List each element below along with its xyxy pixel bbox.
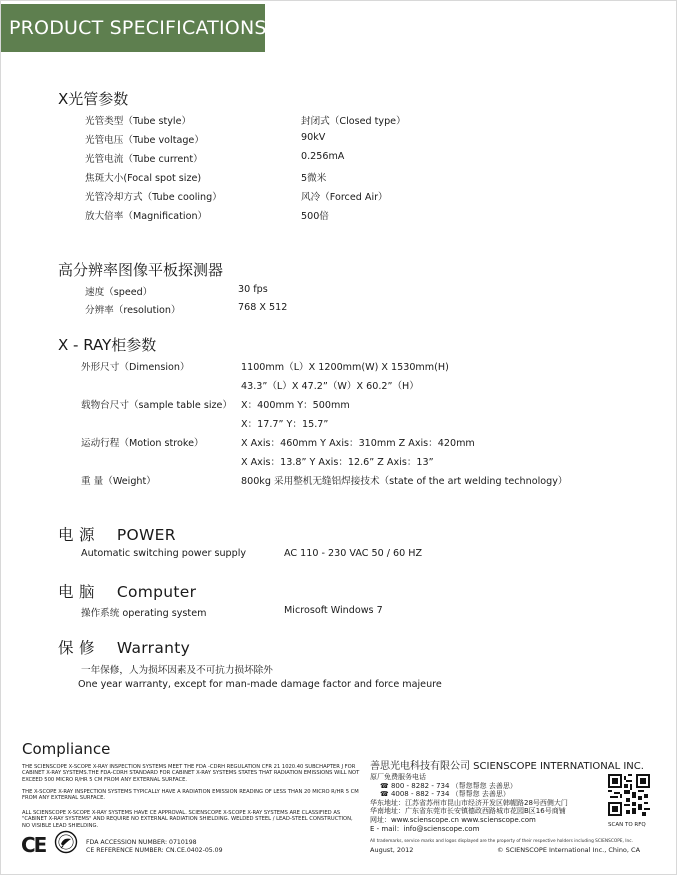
compliance-line: EXCEED 500 MICRO R/HR 5 CM FROM ANY EXTERNAL SURFACE.	[22, 776, 187, 783]
tube-row-value: 封闭式（Closed type）	[301, 116, 406, 127]
accession-numbers	[86, 839, 223, 855]
fda-accession-value: 0710198	[169, 839, 197, 846]
address-south: 华南地址：广东省东莞市长安镇德政西路城市花园B区16号商铺	[370, 807, 566, 816]
section-title-power	[58, 523, 176, 545]
issue-date: August, 2012	[370, 846, 414, 854]
power-value: AC 110 - 230 VAC 50 / 60 HZ	[284, 548, 423, 559]
fda-accession-label: FDA ACCESSION NUMBER:	[86, 839, 168, 846]
table-size-label: 载物台尺寸（sample table size）	[81, 400, 233, 411]
compliance-line: NO VISIBLE LEAD SHIELDING.	[22, 822, 99, 829]
detector-row-label: 分辨率（resolution）	[85, 305, 181, 316]
motion-stroke-label: 运动行程（Motion stroke）	[81, 438, 204, 449]
hotline-phone-2: ☎ 4008 - 882 - 734 （帮帮您 去善思）	[380, 790, 510, 799]
address-east: 华东地址：江苏省苏州市昆山市经济开发区韩幄路28号西侧大门	[370, 798, 568, 807]
hotline-phone-1: ☎ 800 - 8282 - 734 （帮您帮您 去善思）	[380, 781, 517, 790]
compliance-line: "CABINET X-RAY SYSTEMS" AND REQUIRE NO EXTERNAL RADIATION SHIELDING. WELDED STEEL / LEAD-STEEL CONSTRUCTION,	[22, 816, 353, 823]
compliance-line: ALL SCIENSCOPE X-SCOPE X-RAY SYSTEMS HAVE CE APPROVAL. SCIENSCOPE X-SCOPE X-RAY SYSTEMS ARE CLASSIFIED AS	[22, 810, 341, 816]
tube-row-value: 风冷（Forced Air）	[301, 192, 388, 203]
section-title-computer	[58, 580, 196, 602]
compliance-line: THE X-SCOPE X-RAY INSPECTION SYSTEMS TYPICALLY HAVE A RADIATION EMISSION READING OF LESS THAN 20 MICRO R/HR 5 CM	[22, 789, 359, 795]
warranty-line-en: One year warranty, except for man-made damage factor and force majeure	[78, 679, 442, 690]
warranty-line-cn: 一年保修，人为损坏因素及不可抗力损坏除外	[81, 665, 273, 676]
tube-row-label: 光管电压（Tube voltage）	[85, 135, 204, 146]
warranty-title-en: Warranty	[116, 639, 191, 657]
email-link[interactable]: E - mail：info@scienscope.com	[370, 824, 480, 833]
section-title-detector: 高分辨率图像平板探测器	[58, 261, 224, 279]
dimension-label: 外形尺寸（Dimension）	[81, 362, 190, 373]
copyright-note: © SCIENSCOPE International Inc., Chino, CA	[497, 846, 641, 854]
section-title-warranty	[58, 636, 190, 658]
detector-row-value: 30 fps	[238, 284, 268, 295]
tube-row-label: 放大倍率（Magnification）	[85, 211, 208, 222]
section-title-cabinet: X - RAY柜参数	[58, 336, 157, 354]
power-title-en: POWER	[116, 526, 176, 544]
detector-row-value: 768 X 512	[238, 302, 288, 313]
ce-reference-value: CN.CE.0402-05.09	[165, 847, 223, 854]
table-size-imperial: X：17.7” Y：15.7”	[241, 419, 329, 430]
tube-row-label: 焦斑大小(Focal spot size)	[85, 173, 202, 184]
qr-code[interactable]	[608, 774, 650, 816]
power-title-cn: 电 源	[58, 526, 95, 544]
hotline-label: 原厂免费服务电话	[370, 773, 426, 781]
compliance-line: FROM ANY EXTERNAL SURFACE.	[22, 795, 106, 802]
trademark-note: All trademarks, service marks and logos displayed are the property of their respective holders including SCIENSCOPE, Inc.	[370, 839, 633, 844]
motion-stroke-imperial: X Axis：13.8” Y Axis：12.6” Z Axis：13”	[241, 457, 434, 468]
detector-row-label: 速度（speed）	[85, 287, 153, 298]
weight-label: 重 量（Weight）	[81, 476, 156, 487]
dimension-imperial: 43.3”（L）X 47.2”（W）X 60.2”（H）	[241, 381, 419, 392]
compliance-paragraph-3	[22, 810, 353, 829]
fda-accession-row	[86, 839, 223, 847]
website-link[interactable]: 网址：www.scienscope.cn www.scienscope.com	[370, 815, 536, 824]
tube-row-value: 500倍	[301, 211, 329, 222]
compliance-line: CABINET X-RAY SYSTEMS.THE FDA-CDRH STANDARD FOR CABINET X-RAY SYSTEMS STATES THAT RADIATION EMISSIONS WILL NOT	[22, 770, 360, 777]
fda-seal-icon	[54, 830, 78, 854]
computer-value: Microsoft Windows 7	[284, 605, 383, 616]
computer-title-en: Computer	[116, 583, 197, 601]
ce-reference-label: CE REFERENCE NUMBER:	[86, 847, 164, 854]
tube-row-label: 光管类型（Tube style）	[85, 116, 192, 127]
dimension-metric: 1100mm（L）X 1200mm(W) X 1530mm(H)	[241, 362, 449, 373]
section-title-tube: X光管参数	[58, 90, 129, 108]
company-contact-block	[370, 773, 568, 833]
weight-value: 800kg 采用整机无缝铝焊接技术（state of the art welding technology）	[241, 476, 568, 487]
company-name: 善思光电科技有限公司 SCIENSCOPE INTERNATIONAL INC.	[370, 761, 644, 772]
ce-mark-logo: CE	[21, 833, 46, 857]
tube-row-label: 光管冷却方式（Tube cooling）	[85, 192, 222, 203]
scan-to-rfq-label: SCAN TO RFQ	[608, 822, 646, 828]
compliance-title: Compliance	[22, 740, 111, 758]
page-banner: PRODUCT SPECIFICATIONS	[1, 4, 265, 52]
ce-reference-row	[86, 847, 223, 855]
compliance-line: THE SCIENSCOPE X-SCOPE X-RAY INSPECTION SYSTEMS MEET THE FDA -CDRH REGULATION CFR 21 1020.40 SUBCHAPTER J FOR	[22, 764, 356, 770]
computer-label: 操作系统 operating system	[81, 608, 207, 619]
tube-row-value: 90kV	[301, 132, 326, 143]
motion-stroke-metric: X Axis：460mm Y Axis：310mm Z Axis：420mm	[241, 438, 475, 449]
compliance-paragraph-1	[22, 764, 359, 783]
table-size-metric: X：400mm Y：500mm	[241, 400, 350, 411]
warranty-title-cn: 保 修	[58, 639, 95, 657]
compliance-paragraph-2	[22, 789, 359, 802]
tube-row-label: 光管电流（Tube current）	[85, 154, 203, 165]
power-label: Automatic switching power supply	[81, 548, 247, 559]
tube-row-value: 5微米	[301, 173, 327, 184]
computer-title-cn: 电 脑	[58, 583, 95, 601]
tube-row-value: 0.256mA	[301, 151, 345, 162]
